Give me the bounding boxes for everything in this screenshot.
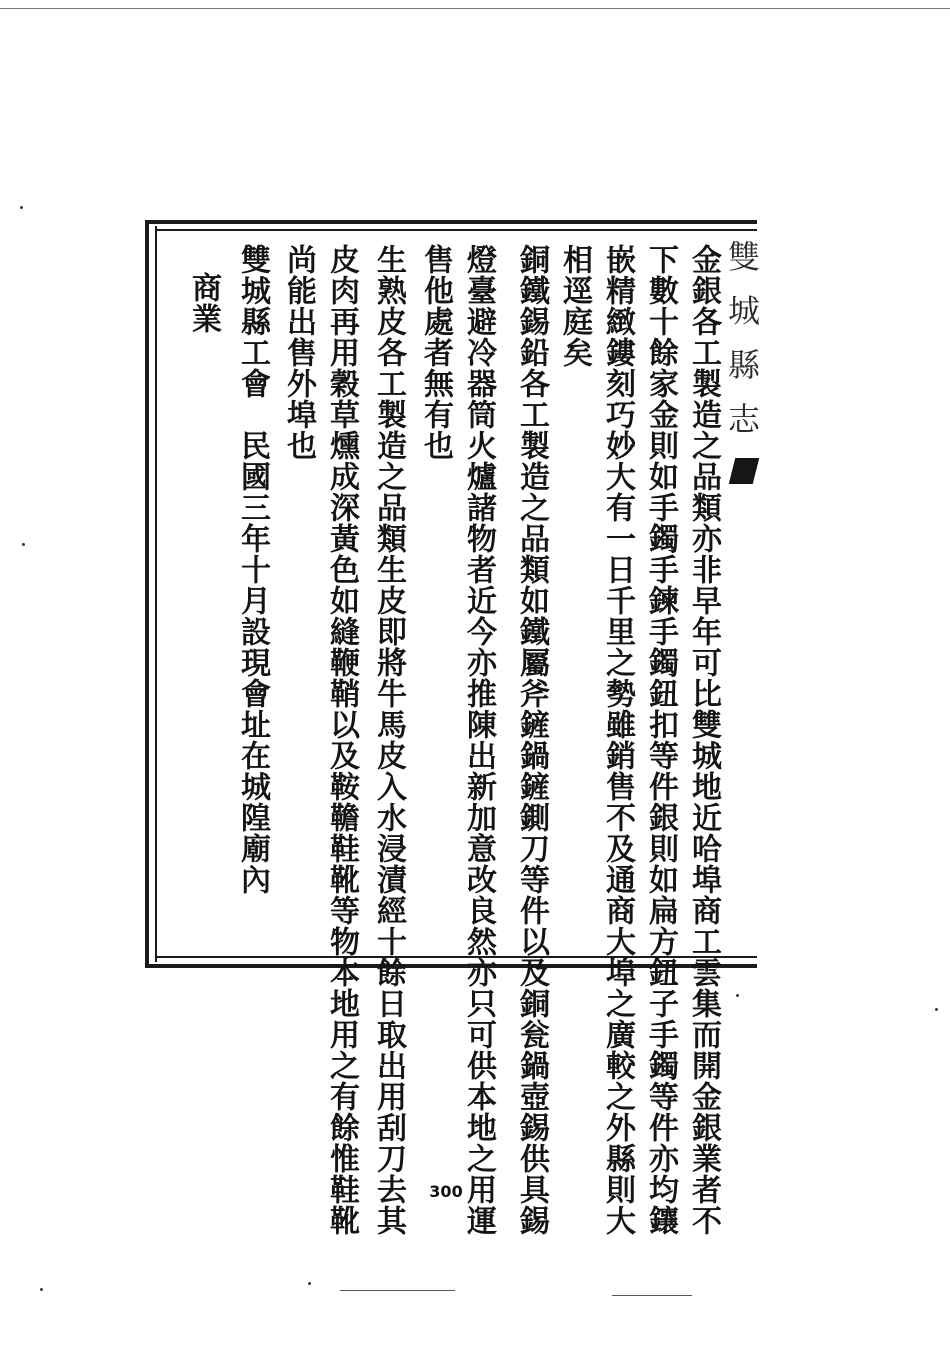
running-header: 雙城縣志 xyxy=(723,240,761,456)
scan-top-rule xyxy=(0,8,950,9)
text-column: 燈臺避冷器筒火爐諸物者近今亦推陳出新加意改良然亦只可供本地之用運 xyxy=(461,244,496,1236)
text-column: 生熟皮各工製造之品類生皮即將牛馬皮入水浸漬經十餘日取出用刮刀去其 xyxy=(371,244,406,1236)
frame-border xyxy=(155,226,157,962)
text-column: 金銀各工製造之品類亦非早年可比雙城地近哈埠商工雲集而開金銀業者不 xyxy=(686,244,721,1236)
text-column: 售他處者無有也 xyxy=(418,244,453,461)
scan-speck xyxy=(736,994,739,997)
scan-artifact-line xyxy=(612,1295,692,1296)
scan-speck xyxy=(935,1008,938,1011)
text-column: 雙城縣工會 民國三年十月設現會址在城隍廟內 xyxy=(235,244,270,895)
text-column: 嵌精緻鏤刻巧妙大有一日千里之勢雖銷售不及通商大埠之廣較之外縣則大 xyxy=(600,244,635,1236)
text-column: 皮肉再用穀草燻成深黃色如縫鞭鞘以及鞍韂鞋靴等物本地用之有餘惟鞋靴 xyxy=(324,244,359,1236)
section-heading: 商業 xyxy=(186,272,221,334)
text-column: 下數十餘家金則如手鐲手鍊手鐲鈕扣等件銀則如扁方鈕子手鐲等件亦均鑲 xyxy=(643,244,678,1236)
scan-speck xyxy=(40,1288,43,1291)
text-column: 銅鐵錫鉛各工製造之品類如鐵屬斧鏟鍋鏟鍘刀等件以及銅瓮鍋壺錫供具錫 xyxy=(514,244,549,1236)
scan-speck xyxy=(20,206,23,209)
scan-artifact-line xyxy=(340,1290,455,1291)
frame-border xyxy=(145,220,149,968)
text-column: 尚能出售外埠也 xyxy=(281,244,316,461)
scan-speck xyxy=(22,543,25,546)
scan-speck xyxy=(308,1282,311,1285)
page-number: 300 xyxy=(429,1182,463,1201)
frame-border xyxy=(145,220,757,224)
frame-border xyxy=(155,229,757,231)
text-column: 相逕庭矣 xyxy=(557,244,592,368)
